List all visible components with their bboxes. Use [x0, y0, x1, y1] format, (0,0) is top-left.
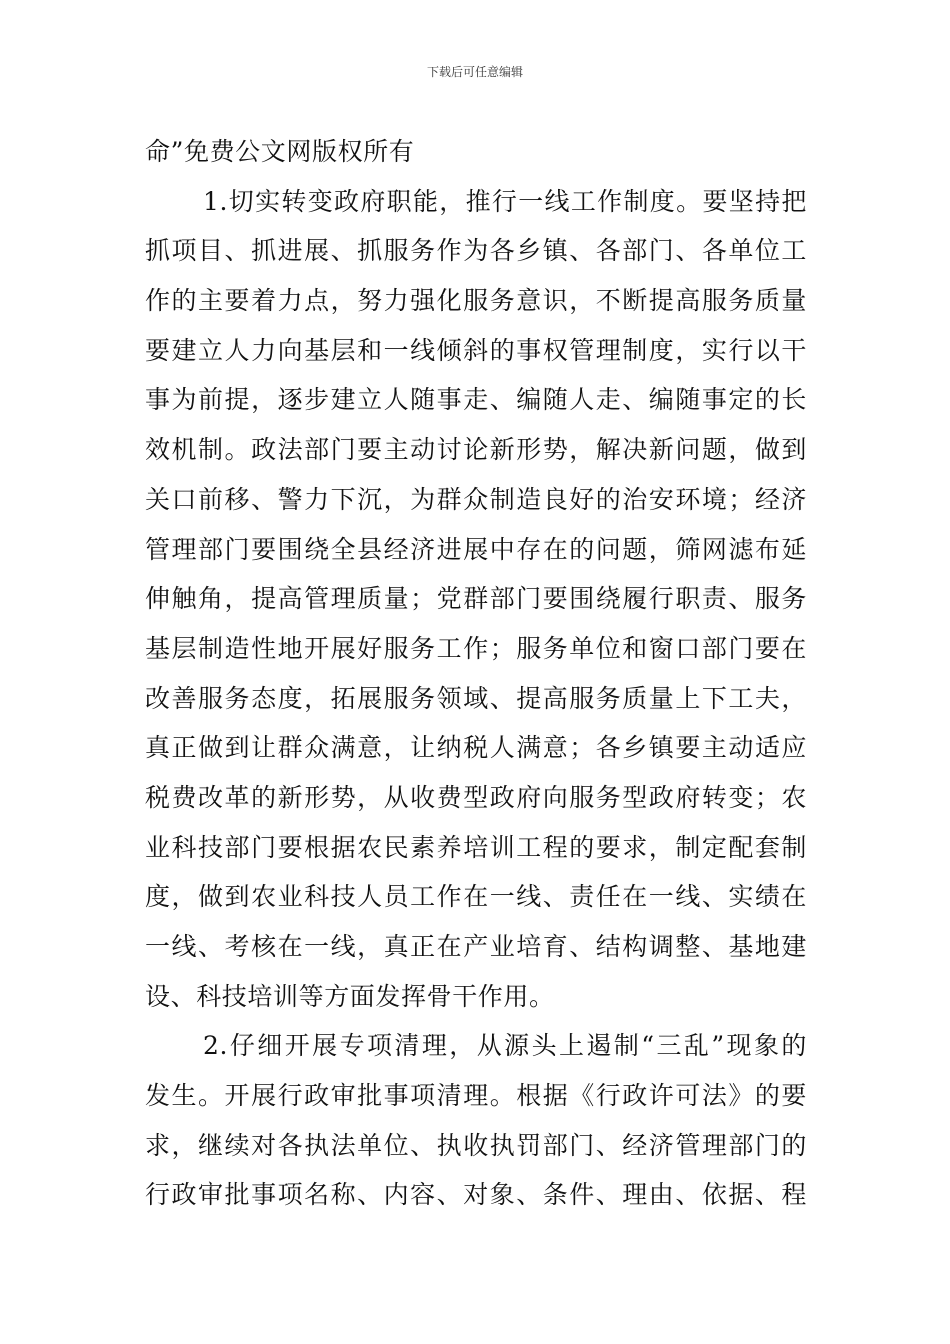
text-line: 作的主要着力点，努力强化服务意识，不断提高服务质量 [145, 286, 807, 316]
text-line: 度，做到农业科技人员工作在一线、责任在一线、实绩在 [145, 882, 807, 912]
text-line: 管理部门要围绕全县经济进展中存在的问题，筛网滤布延 [145, 534, 807, 564]
text-line: 关口前移、警力下沉，为群众制造良好的治安环境；经济 [145, 484, 807, 514]
text-line: 业科技部门要根据农民素养培训工程的要求，制定配套制 [145, 832, 807, 862]
paragraph-first-line: 2.仔细开展专项清理，从源头上遏制“三乱”现象的 [203, 1031, 807, 1061]
text-line: 一线、考核在一线，真正在产业培育、结构调整、基地建 [145, 932, 807, 961]
paragraph-last-line: 设、科技培训等方面发挥骨干作用。 [145, 981, 555, 1011]
text-line: 真正做到让群众满意，让纳税人满意；各乡镇要主动适应 [145, 733, 807, 763]
text-line: 求，继续对各执法单位、执收执罚部门、经济管理部门的 [145, 1130, 807, 1160]
text-line: 事为前提，逐步建立人随事走、编随人走、编随事定的长 [145, 385, 807, 415]
document-body [145, 127, 807, 1220]
page-header-note: 下载后可任意编辑 [426, 65, 523, 79]
text-line: 基层制造性地开展好服务工作；服务单位和窗口部门要在 [145, 633, 807, 663]
text-line: 伸触角，提高管理质量；党群部门要围绕履行职责、服务 [145, 584, 807, 614]
text-line: 命”免费公文网版权所有 [145, 137, 415, 166]
text-line: 要建立人力向基层和一线倾斜的事权管理制度，实行以干 [145, 335, 807, 365]
paragraph-first-line: 1.切实转变政府职能，推行一线工作制度。要坚持把 [203, 186, 807, 216]
text-line: 发生。开展行政审批事项清理。根据《行政许可法》的要 [145, 1081, 807, 1111]
text-line: 行政审批事项名称、内容、对象、条件、理由、依据、程 [145, 1180, 807, 1210]
text-line: 税费改革的新形势，从收费型政府向服务型政府转变；农 [145, 782, 807, 812]
text-line: 抓项目、抓进展、抓服务作为各乡镇、各部门、各单位工 [145, 236, 807, 266]
text-line: 改善服务态度，拓展服务领域、提高服务质量上下工夫， [145, 683, 807, 713]
text-line: 效机制。政法部门要主动讨论新形势，解决新问题，做到 [145, 435, 807, 465]
